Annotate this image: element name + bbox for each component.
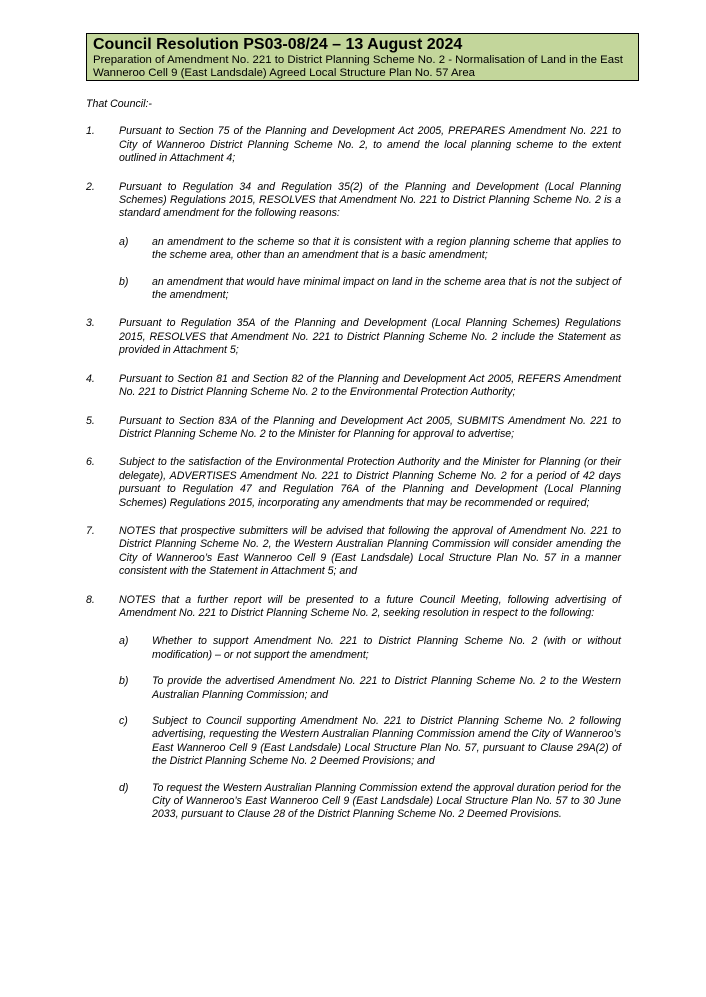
resolution-list: [86, 125, 621, 821]
resolution-item: [86, 317, 621, 357]
sub-item: [119, 276, 621, 303]
item-number: 8.: [86, 593, 95, 606]
sub-item-letter: b): [119, 275, 129, 288]
sub-item-text: Whether to support Amendment No. 221 to District Planning Scheme No. 2 (with or without modification) – or not support the amendment;: [152, 635, 621, 661]
item-number: 4.: [86, 372, 95, 385]
intro-text: That Council:-: [86, 98, 152, 110]
resolution-item: [86, 415, 621, 442]
sub-item: [119, 715, 621, 769]
resolution-header: [86, 33, 639, 81]
item-number: 1.: [86, 125, 95, 138]
resolution-title: Council Resolution PS03-08/24 – 13 August 2024: [93, 36, 463, 53]
sub-item: [119, 236, 621, 263]
sub-item: [119, 675, 621, 702]
sub-item-text: To request the Western Australian Planning Commission extend the approval duration period for the City of Wanneroo’s East Wanneroo Cell 9 (East Landsdale) Local Structure Plan No. 57 to 30 June 2033, pursuant to Clause 28 of the District Planning Scheme No. 2 Deemed Provisions.: [152, 781, 621, 821]
sub-item-text: an amendment that would have minimal impact on land in the scheme area that is not the subject of the amendment;: [152, 275, 621, 302]
item-text: Subject to the satisfaction of the Environmental Protection Authority and the Minister for Planning (or their delegate), ADVERTISES Amendment No. 221 to District Planning Scheme No. 2 for a period of 42 days pursuant to Regulation 47 and Regulation 76A of the Planning and Development (Local Planning Schemes) Regulations 2015, incorporating any amendments that may be recommended or required;: [119, 456, 621, 509]
item-number: 5.: [86, 414, 95, 427]
item-number: 2.: [86, 180, 95, 193]
item-text: Pursuant to Regulation 34 and Regulation 35(2) of the Planning and Development (Local Planning Schemes) Regulations 2015, RESOLVES that Amendment No. 221 to District Planning Scheme No. 2 is a standard amendment for the following reasons:: [119, 180, 621, 220]
resolution-body: [86, 98, 621, 837]
resolution-item: [86, 525, 621, 579]
sub-item-text: Subject to Council supporting Amendment No. 221 to District Planning Scheme No. 2 following advertising, requesting the Western Australian Planning Commission amend the City of Wanneroo’s East Wanneroo Cell 9 (East Landsdale) Local Structure Plan No. 57, pursuant to Clause 29A(2) of the District Planning Scheme No. 2 Deemed Provisions; and: [152, 715, 621, 768]
item-number: 7.: [86, 524, 95, 537]
sub-item-letter: a): [119, 635, 129, 648]
item-text: Pursuant to Section 75 of the Planning and Development Act 2005, PREPARES Amendment No. 221 to City of Wanneroo District Planning Scheme No. 2, to amend the local planning scheme to the extent outlined in Attachment 4;: [119, 125, 621, 165]
resolution-item: [86, 456, 621, 510]
item-text: Pursuant to Regulation 35A of the Planning and Development (Local Planning Schemes) Regulations 2015, RESOLVES that Amendment No. 221 to District Planning Scheme No. 2 include the Statement as provided in Attachment 5;: [119, 317, 621, 357]
item-text: Pursuant to Section 83A of the Planning and Development Act 2005, SUBMITS Amendment No. 221 to District Planning Scheme No. 2 to the Minister for Planning for approval to advertise;: [119, 414, 621, 440]
item-text: NOTES that prospective submitters will be advised that following the approval of Amendment No. 221 to District Planning Scheme No. 2, the Western Australian Planning Commission will consider amending the City of Wanneroo’s East Wanneroo Cell 9 (East Landsdale) Local Structure Plan No. 57 in a manner consistent with the Statement in Attachment 5; and: [119, 524, 621, 578]
sub-item-letter: a): [119, 235, 129, 248]
resolution-subtitle: Preparation of Amendment No. 221 to District Planning Scheme No. 2 - Normalisation of Land in the East Wanneroo Cell 9 (East Landsdale) Agreed Local Structure Plan No. 57 Area: [93, 54, 623, 79]
sub-item-letter: d): [119, 781, 129, 794]
item-text: Pursuant to Section 81 and Section 82 of the Planning and Development Act 2005, REFERS Amendment No. 221 to District Planning Scheme No. 2 to the Environmental Protection Authority;: [119, 372, 621, 399]
resolution-item: [86, 594, 621, 822]
resolution-item: [86, 373, 621, 400]
sub-item-letter: b): [119, 675, 129, 688]
item-text: NOTES that a further report will be presented to a future Council Meeting, following advertising of Amendment No. 221 to District Planning Scheme No. 2, seeking resolution in respect to the following:: [119, 593, 621, 619]
sub-item: [119, 782, 621, 822]
sub-item-text: To provide the advertised Amendment No. 221 to District Planning Scheme No. 2 to the Western Australian Planning Commission; and: [152, 675, 621, 701]
sub-item-text: an amendment to the scheme so that it is consistent with a region planning scheme that applies to the scheme area, other than an amendment that is a basic amendment;: [152, 235, 621, 262]
sub-item-list: [119, 236, 621, 303]
sub-item-list: [119, 635, 621, 821]
item-number: 6.: [86, 456, 95, 469]
item-number: 3.: [86, 317, 95, 330]
resolution-item: [86, 181, 621, 303]
sub-item: [119, 635, 621, 662]
resolution-item: [86, 125, 621, 165]
sub-item-letter: c): [119, 715, 128, 727]
